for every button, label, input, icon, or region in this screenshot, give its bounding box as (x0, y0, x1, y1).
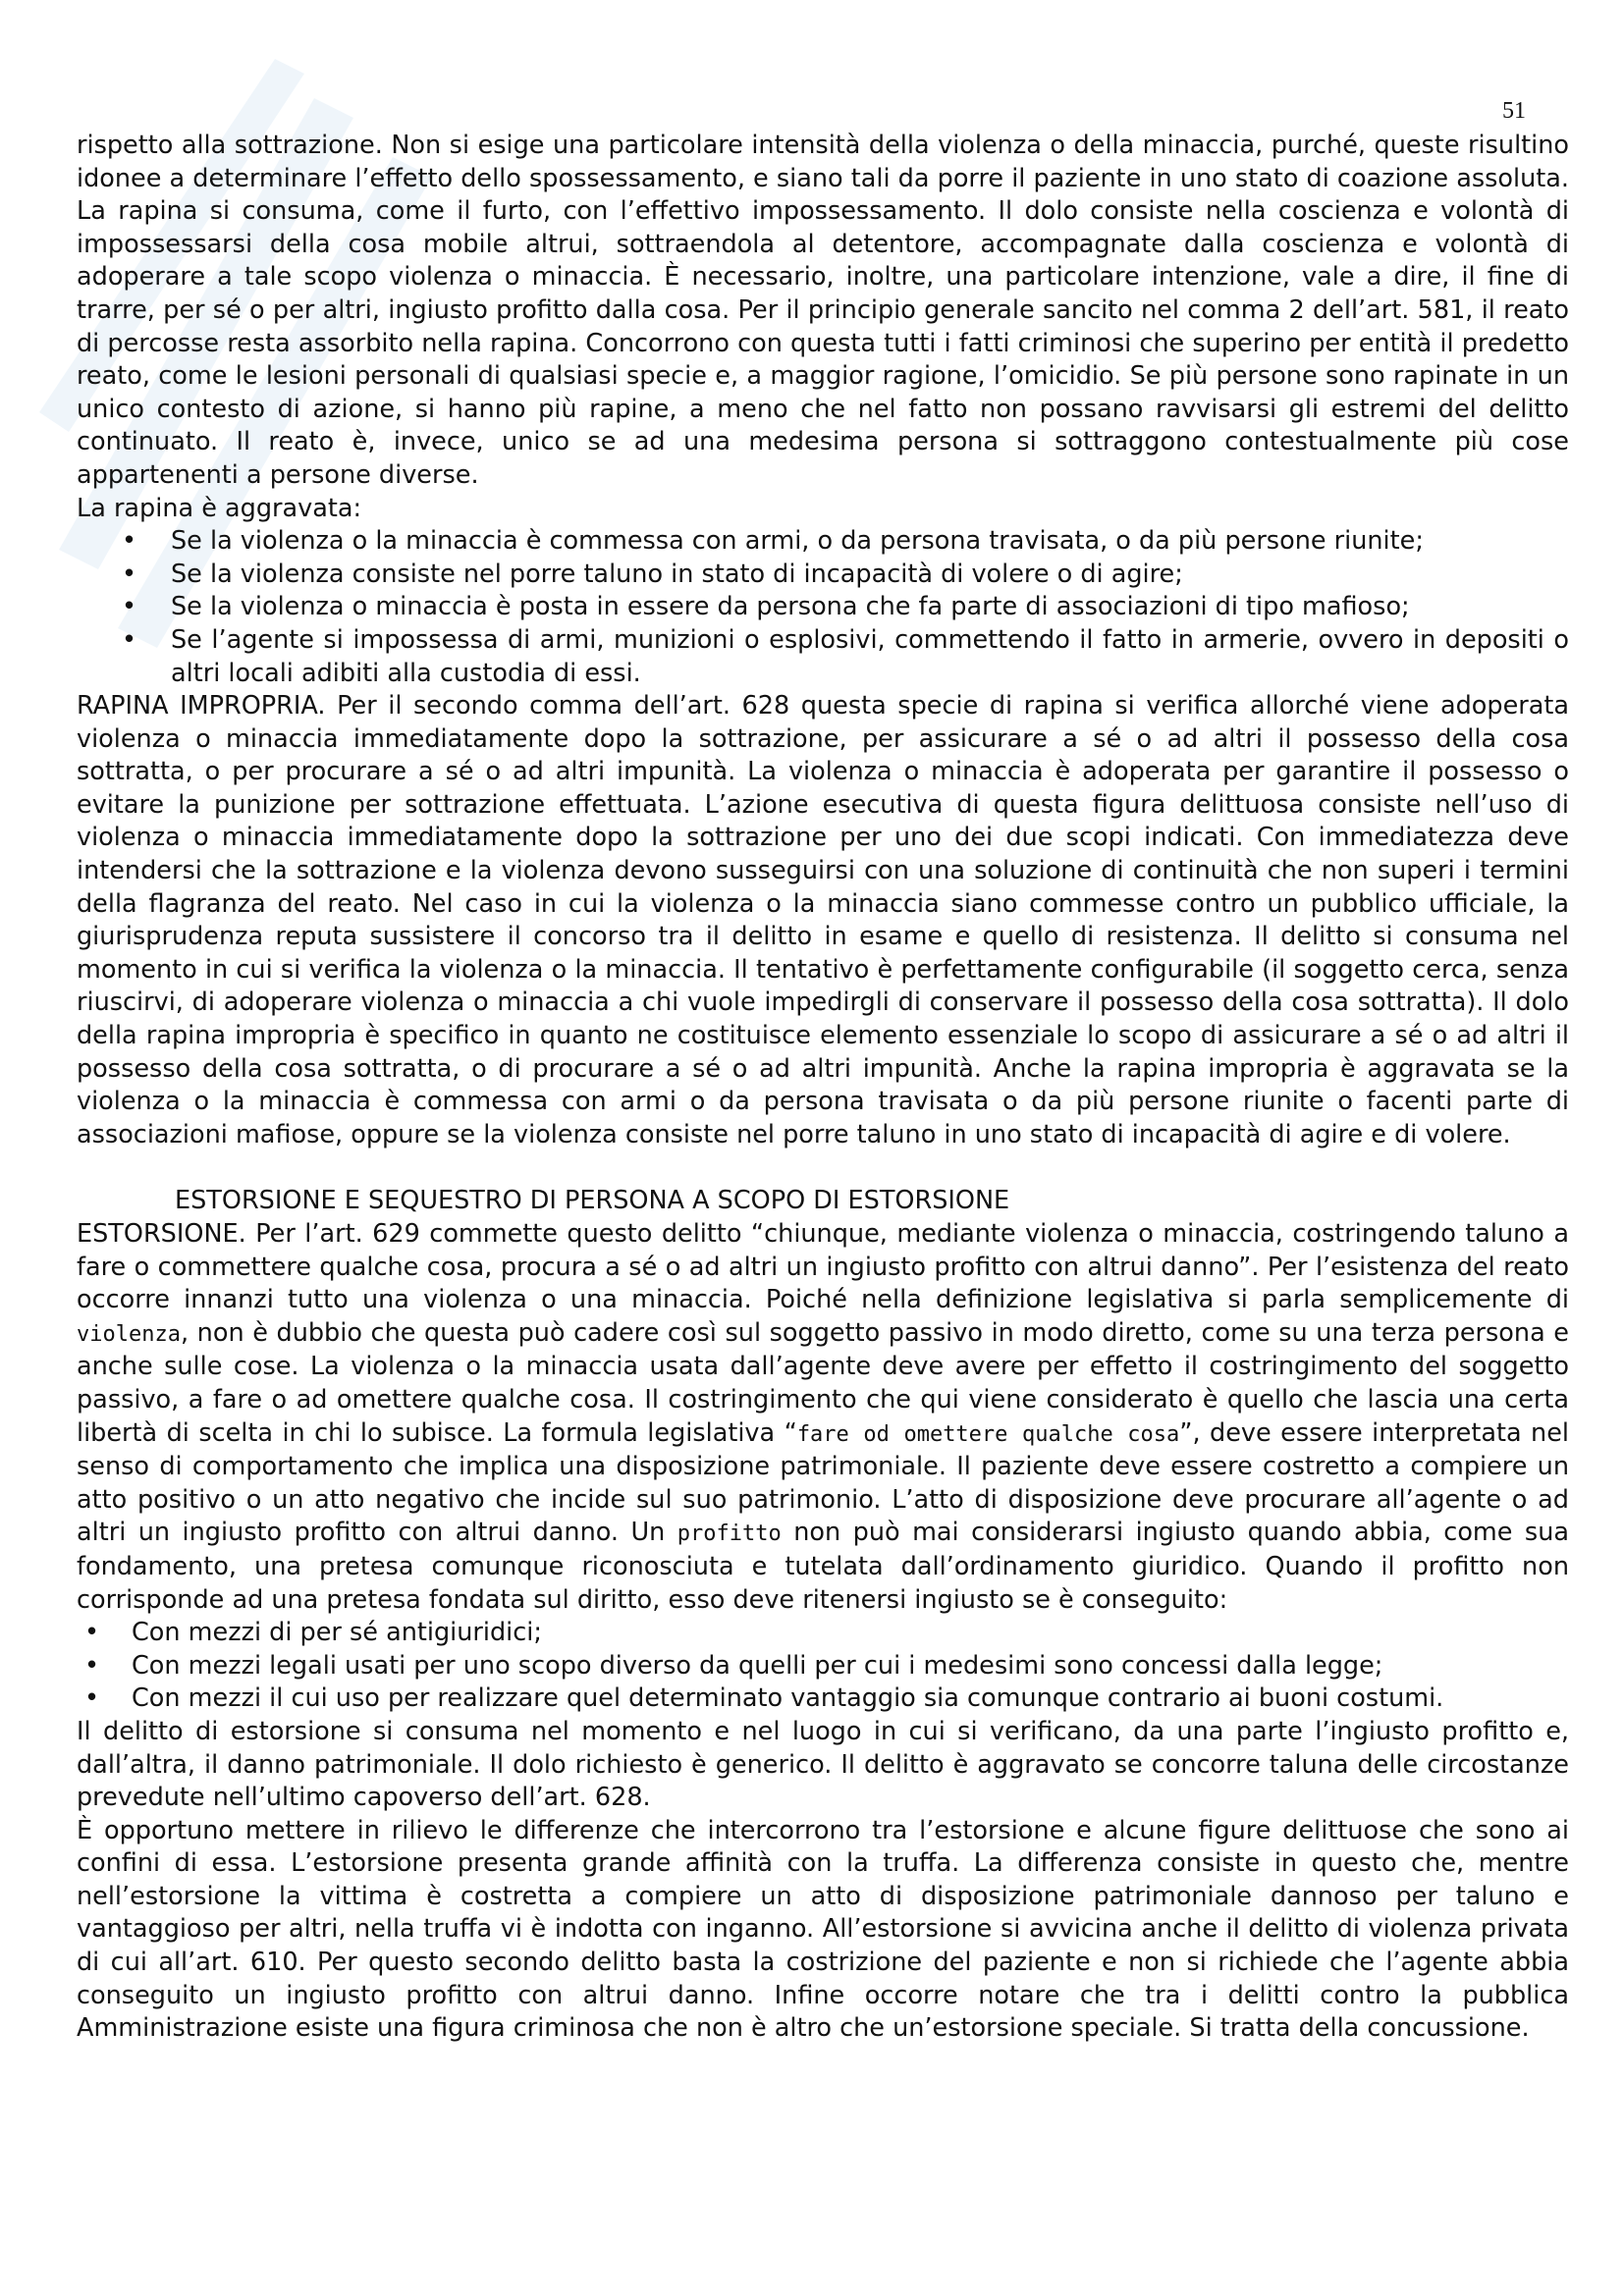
text-run: ”, deve essere interpretata nel senso di comportamento che implica una disposizione patrimoniale. Il paziente deve essere costretto a compiere un atto positivo o un atto negativo che incide sul suo patrimonio. L’atto di disposizione deve procurare all’agente o ad altri un ingiusto profitto con altrui danno. Un (77, 1417, 1569, 1548)
list-item: • Se la violenza o minaccia è posta in essere da persona che fa parte di associazioni di tipo mafioso; (77, 591, 1569, 624)
page-number: 51 (1502, 98, 1526, 124)
paragraph-consumazione: Il delitto di estorsione si consuma nel momento e nel luogo in cui si verificano, da una parte l’ingiusto profitto e, dall’altra, il danno patrimoniale. Il dolo richiesto è generico. Il delitto è aggravato se concorre taluna delle circostanze prevedute nell’ultimo capoverso dell’art. 628. (77, 1716, 1569, 1813)
paragraph-estorsione (77, 1218, 1569, 1617)
term-violenza: violenza (77, 1321, 181, 1347)
list-item: • Con mezzi il cui uso per realizzare quel determinato vantaggio sia comunque contrario ai buoni costumi. (77, 1682, 1569, 1716)
text-run: , non è dubbio che questa può cadere così sul soggetto passivo in modo diretto, come su una terza persona e anche sulle cose. La violenza o la minaccia usata dall’agente deve avere per effetto il costringimento del soggetto passivo, a fare o ad omettere qualche cosa. Il costringimento che qui viene considerato è quello che lascia una certa libertà di scelta in chi lo subisce. La formula legislativa “ (77, 1317, 1569, 1448)
section-title: ESTORSIONE E SEQUESTRO DI PERSONA A SCOPO DI ESTORSIONE (175, 1186, 1010, 1216)
document-body (77, 130, 1569, 2046)
mezzi-list (77, 1617, 1569, 1716)
paragraph-rapina-dolo: rispetto alla sottrazione. Non si esige una particolare intensità della violenza o della minaccia, purché, queste risultino idonee a determinare l’effetto dello spossessamento, e siano tali da porre il paziente in uno stato di coazione assoluta. La rapina si consuma, come il furto, con l’effettivo impossessamento. Il dolo consiste nella coscienza e volontà di impossessarsi della cosa mobile altrui, sottraendola al detentore, accompagnate dalla coscienza e volontà di adoperare a tale scopo violenza o minaccia. È necessario, inoltre, una particolare intenzione, vale a dire, il fine di trarre, per sé o per altri, ingiusto profitto dalla cosa. Per il principio generale sancito nel comma 2 dell’art. 581, il reato di percosse resta assorbito nella rapina. Concorrono con questa tutti i fatti criminosi che superino per entità il predetto reato, come le lesioni personali di qualsiasi specie e, a maggior ragione, l’omicidio. Se più persone sono rapinate in un unico contesto di azione, si hanno più rapine, a meno che nel fatto non possano ravvisarsi gli estremi del delitto continuato. Il reato è, invece, unico se ad una medesima persona si sottraggono contestualmente più cose appartenenti a persone diverse. (77, 131, 1569, 490)
list-item: • Se l’agente si impossessa di armi, munizioni o esplosivi, commettendo il fatto in armerie, ovvero in depositi o altri locali adibiti alla custodia di essi. (77, 624, 1569, 690)
list-item: • Con mezzi di per sé antigiuridici; (77, 1617, 1569, 1650)
paragraph-differenze: È opportuno mettere in rilievo le differenze che intercorrono tra l’estorsione e alcune figure delittuose che sono ai confini di essa. L’estorsione presenta grande affinità con la truffa. La differenza consiste in questo che, mentre nell’estorsione la vittima è costretta a compiere un atto di disposizione patrimoniale dannoso per taluno e vantaggioso per altri, nella truffa vi è indotta con inganno. All’estorsione si avvicina anche il delitto di violenza privata di cui all’art. 610. Per questo secondo delitto basta la costrizione del paziente e non si richiede che l’agente abbia conseguito un ingiusto profitto con altrui danno. Infine occorre notare che tra i delitti contro la pubblica Amministrazione esiste una figura criminosa che non è altro che un’estorsione speciale. Si tratta della concussione. (77, 1815, 1569, 2044)
aggravanti-list (77, 525, 1569, 690)
list-item: • Se la violenza consiste nel porre taluno in stato di incapacità di volere o di agire; (77, 559, 1569, 592)
text-run: ESTORSIONE. Per l’art. 629 commette questo delitto “chiunque, mediante violenza o minaccia, costringendo taluno a fare o commettere qualche cosa, procura a sé o ad altri un ingiusto profitto con altrui danno”. Per l’esistenza del reato occorre innanzi tutto una violenza o una minaccia. Poiché nella definizione legislativa si parla semplicemente di (77, 1219, 1569, 1315)
term-profitto: profitto (677, 1522, 782, 1547)
paragraph-rapina-impropria: RAPINA IMPROPRIA. Per il secondo comma dell’art. 628 questa specie di rapina si verifica allorché viene adoperata violenza o minaccia immediatamente dopo la sottrazione, per assicurare a sé o ad altri il possesso della cosa sottratta, o per procurare a sé o ad altri impunità. La violenza o minaccia è adoperata per garantire il possesso o evitare la punizione per sottrazione effettuata. L’azione esecutiva di questa figura delittuosa consiste nell’uso di violenza o minaccia immediatamente dopo la sottrazione per uno dei due scopi indicati. Con immediatezza deve intendersi che la sottrazione e la violenza devono susseguirsi con una soluzione di continuità che non superi i termini della flagranza del reato. Nel caso in cui la violenza o la minaccia siano commesse contro un pubblico ufficiale, la giurisprudenza reputa sussistere il concorso tra il delitto in esame e quello di resistenza. Il delitto si consuma nel momento in cui si verifica la violenza o la minaccia. Il tentativo è perfettamente configurabile (il soggetto cerca, senza riuscirvi, di adoperare violenza o minaccia a chi vuole impedirgli di conservare il possesso della cosa sottratta). Il dolo della rapina impropria è specifico in quanto ne costituisce elemento essenziale lo scopo di assicurare a sé o ad altri il possesso della cosa sottratta, o di procurare a sé o ad altri impunità. Anche la rapina impropria è aggravata se la violenza o la minaccia è commessa con armi o da persona travisata o da più persone riunite o facenti parte di associazioni mafiose, oppure se la violenza consiste nel porre taluno in uno stato di incapacità di agire e di volere. (77, 691, 1569, 1149)
list-item: • Se la violenza o la minaccia è commessa con armi, o da persona travisata, o da più persone riunite; (77, 525, 1569, 559)
list-item: • Con mezzi legali usati per uno scopo diverso da quelli per cui i medesimi sono concessi dalla legge; (77, 1650, 1569, 1683)
paragraph-aggravata-intro: La rapina è aggravata: (77, 493, 362, 523)
term-fare-od-omettere: fare od omettere qualche cosa (796, 1421, 1180, 1447)
text-run: non può mai considerarsi ingiusto quando abbia, come sua fondamento, una pretesa comunque riconosciuta e tutelata dall’ordinamento giuridico. Quando il profitto non corrisponde ad una pretesa fondata sul diritto, esso deve ritenersi ingiusto se è conseguito: (77, 1518, 1569, 1615)
